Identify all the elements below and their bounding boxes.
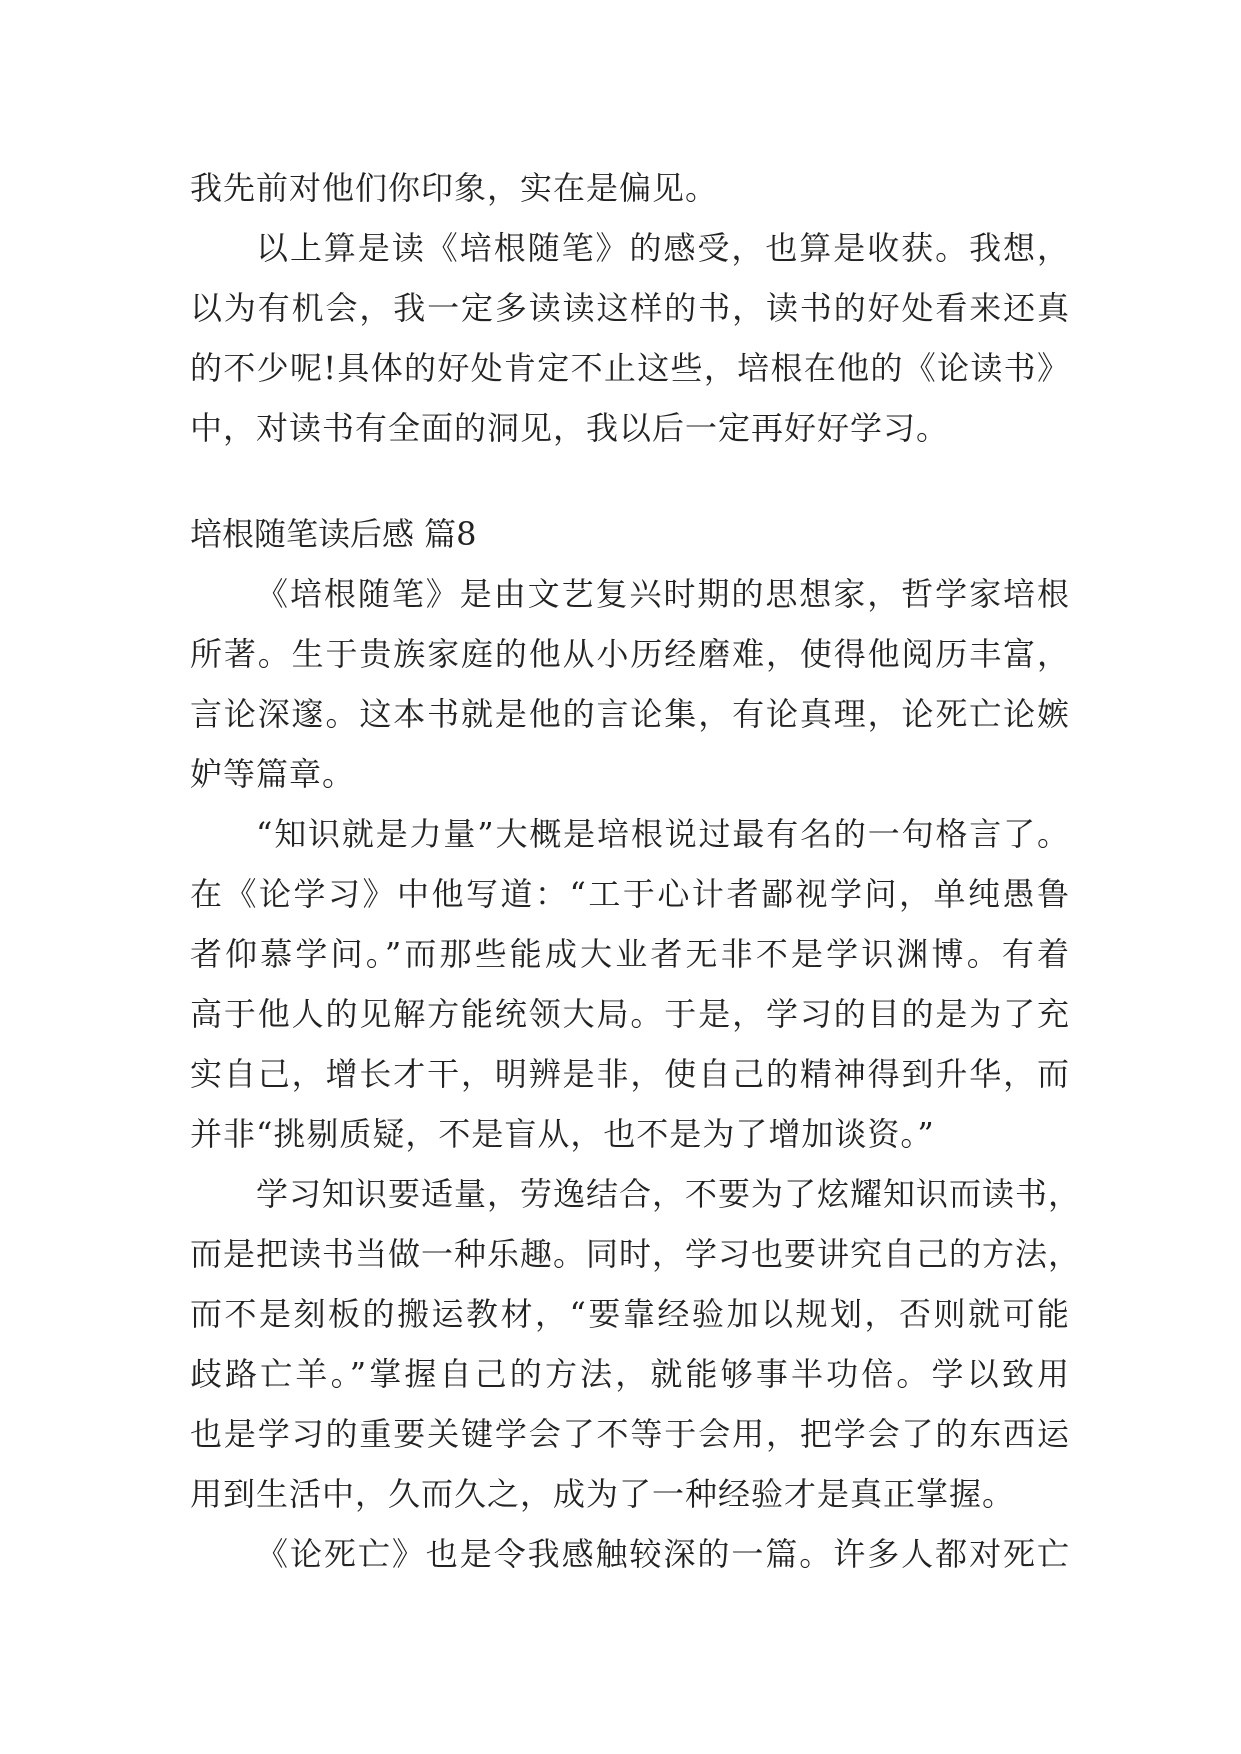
text-line: 在《论学习》中他写道：“工于心计者鄙视学问，单纯愚鲁 xyxy=(190,875,1070,913)
document-body xyxy=(190,158,1082,1584)
text-line: 《论死亡》也是令我感触较深的一篇。许多人都对死亡 xyxy=(256,1535,1070,1573)
text-line: 的不少呢!具体的好处肯定不止这些，培根在他的《论读书》 xyxy=(190,349,1070,387)
paragraph-continuation xyxy=(190,158,1070,218)
section-heading: 培根随笔读后感 篇8 xyxy=(190,515,477,553)
text-line: 也是学习的重要关键学会了不等于会用，把学会了的东西运 xyxy=(190,1415,1070,1453)
text-line: 《培根随笔》是由文艺复兴时期的思想家，哲学家培根 xyxy=(256,575,1070,613)
text-line: 者仰慕学问。”而那些能成大业者无非不是学识渊博。有着 xyxy=(190,935,1070,973)
text-line: 实自己，增长才干，明辨是非，使自己的精神得到升华，而 xyxy=(190,1055,1070,1093)
text-line: 并非“挑剔质疑，不是盲从，也不是为了增加谈资。” xyxy=(190,1115,935,1153)
text-line: 而不是刻板的搬运教材，“要靠经验加以规划，否则就可能 xyxy=(190,1295,1070,1333)
text-line: 歧路亡羊。”掌握自己的方法，就能够事半功倍。学以致用 xyxy=(190,1355,1070,1393)
paragraph-2 xyxy=(190,804,1070,1164)
text-line: 高于他人的见解方能统领大局。于是，学习的目的是为了充 xyxy=(190,995,1070,1033)
text-line: “知识就是力量”大概是培根说过最有名的一句格言了。 xyxy=(256,815,1070,853)
paragraph-1 xyxy=(190,564,1070,804)
text-line: 用到生活中，久而久之，成为了一种经验才是真正掌握。 xyxy=(190,1475,1016,1513)
paragraph-3 xyxy=(190,1164,1082,1524)
text-line: 学习知识要适量，劳逸结合，不要为了炫耀知识而读书， xyxy=(256,1175,1082,1213)
text-line: 言论深邃。这本书就是他的言论集，有论真理，论死亡论嫉 xyxy=(190,695,1070,733)
closing-paragraph xyxy=(190,218,1070,458)
text-line: 而是把读书当做一种乐趣。同时，学习也要讲究自己的方法， xyxy=(190,1235,1082,1273)
text-line: 以为有机会，我一定多读读这样的书，读书的好处看来还真 xyxy=(190,289,1070,327)
paragraph-4 xyxy=(190,1524,1070,1584)
section-spacer xyxy=(190,458,1070,504)
text-line: 以上算是读《培根随笔》的感受，也算是收获。我想， xyxy=(256,229,1070,267)
text-line: 我先前对他们你印象，实在是偏见。 xyxy=(190,169,719,207)
text-line: 所著。生于贵族家庭的他从小历经磨难，使得他阅历丰富， xyxy=(190,635,1070,673)
text-line: 中，对读书有全面的洞见，我以后一定再好好学习。 xyxy=(190,409,950,447)
text-line: 妒等篇章。 xyxy=(190,755,356,793)
